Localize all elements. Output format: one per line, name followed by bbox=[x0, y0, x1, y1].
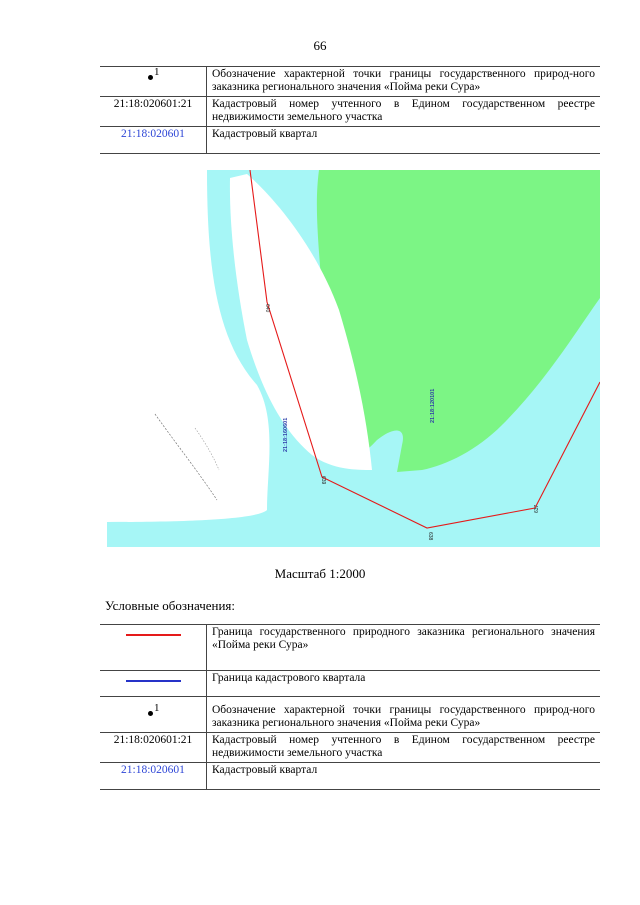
map-point-label: 640 bbox=[264, 304, 270, 313]
red-boundary-line-icon bbox=[126, 634, 181, 636]
legend-row-cadastral-quarter bbox=[100, 127, 600, 154]
legend-row-parcel-number bbox=[100, 97, 600, 127]
map-cadastral-label: 21:18:120101 bbox=[430, 388, 436, 423]
legend-row-parcel-number bbox=[100, 733, 600, 763]
legend-desc: Кадастровый номер учтенного в Едином государственном реестре недвижимости земельного участка bbox=[207, 97, 601, 127]
cadastral-map bbox=[107, 170, 600, 547]
blue-boundary-line-icon bbox=[126, 680, 181, 682]
legend-row-blue-line bbox=[100, 671, 600, 697]
legend-symbol-text: 21:18:020601:21 bbox=[100, 733, 207, 763]
legend-title: Условные обозначения: bbox=[105, 598, 236, 613]
legend-symbol-point bbox=[100, 67, 207, 97]
page-number: 66 bbox=[313, 38, 327, 53]
map-point-label: 638 bbox=[427, 532, 433, 541]
legend-row-point bbox=[100, 703, 600, 733]
legend-desc: Граница кадастрового квартала bbox=[207, 671, 601, 697]
legend-desc: Кадастровый номер учтенного в Едином государственном реестре недвижимости земельного участка bbox=[207, 733, 601, 763]
legend-symbol-red-line bbox=[100, 625, 207, 671]
boundary-point-icon: 1 bbox=[148, 704, 158, 717]
legend-symbol-blue-text: 21:18:020601 bbox=[100, 763, 207, 790]
map-cadastral-label: 21:18:160601 bbox=[283, 417, 289, 452]
legend-row-cadastral-quarter bbox=[100, 763, 600, 790]
legend-symbol-blue-line bbox=[100, 671, 207, 697]
legend-symbol-blue-text: 21:18:020601 bbox=[100, 127, 207, 154]
legend-desc: Обозначение характерной точки границы государственного природ-ного заказника регионального значения «Пойма реки Сура» bbox=[212, 704, 595, 729]
legend-table-bottom bbox=[100, 624, 600, 790]
legend-desc: Граница государственного природного заказника регионального значения «Пойма реки Сура» bbox=[207, 625, 601, 671]
legend-desc: Обозначение характерной точки границы государственного природ-ного заказника регионального значения «Пойма реки Сура» bbox=[207, 67, 601, 97]
legend-desc: Кадастровый квартал bbox=[207, 127, 601, 154]
legend-row-point bbox=[100, 67, 600, 97]
map-scale: Масштаб 1:2000 bbox=[274, 566, 366, 581]
legend-table-top bbox=[100, 66, 600, 154]
legend-row-red-line bbox=[100, 625, 600, 671]
legend-desc: Кадастровый квартал bbox=[207, 763, 601, 790]
legend-symbol-text: 21:18:020601:21 bbox=[100, 97, 207, 127]
map-point-label: 639 bbox=[320, 476, 326, 485]
map-point-label: 637 bbox=[534, 504, 540, 513]
boundary-point-icon: 1 bbox=[148, 68, 158, 81]
legend-symbol-point bbox=[100, 703, 207, 733]
